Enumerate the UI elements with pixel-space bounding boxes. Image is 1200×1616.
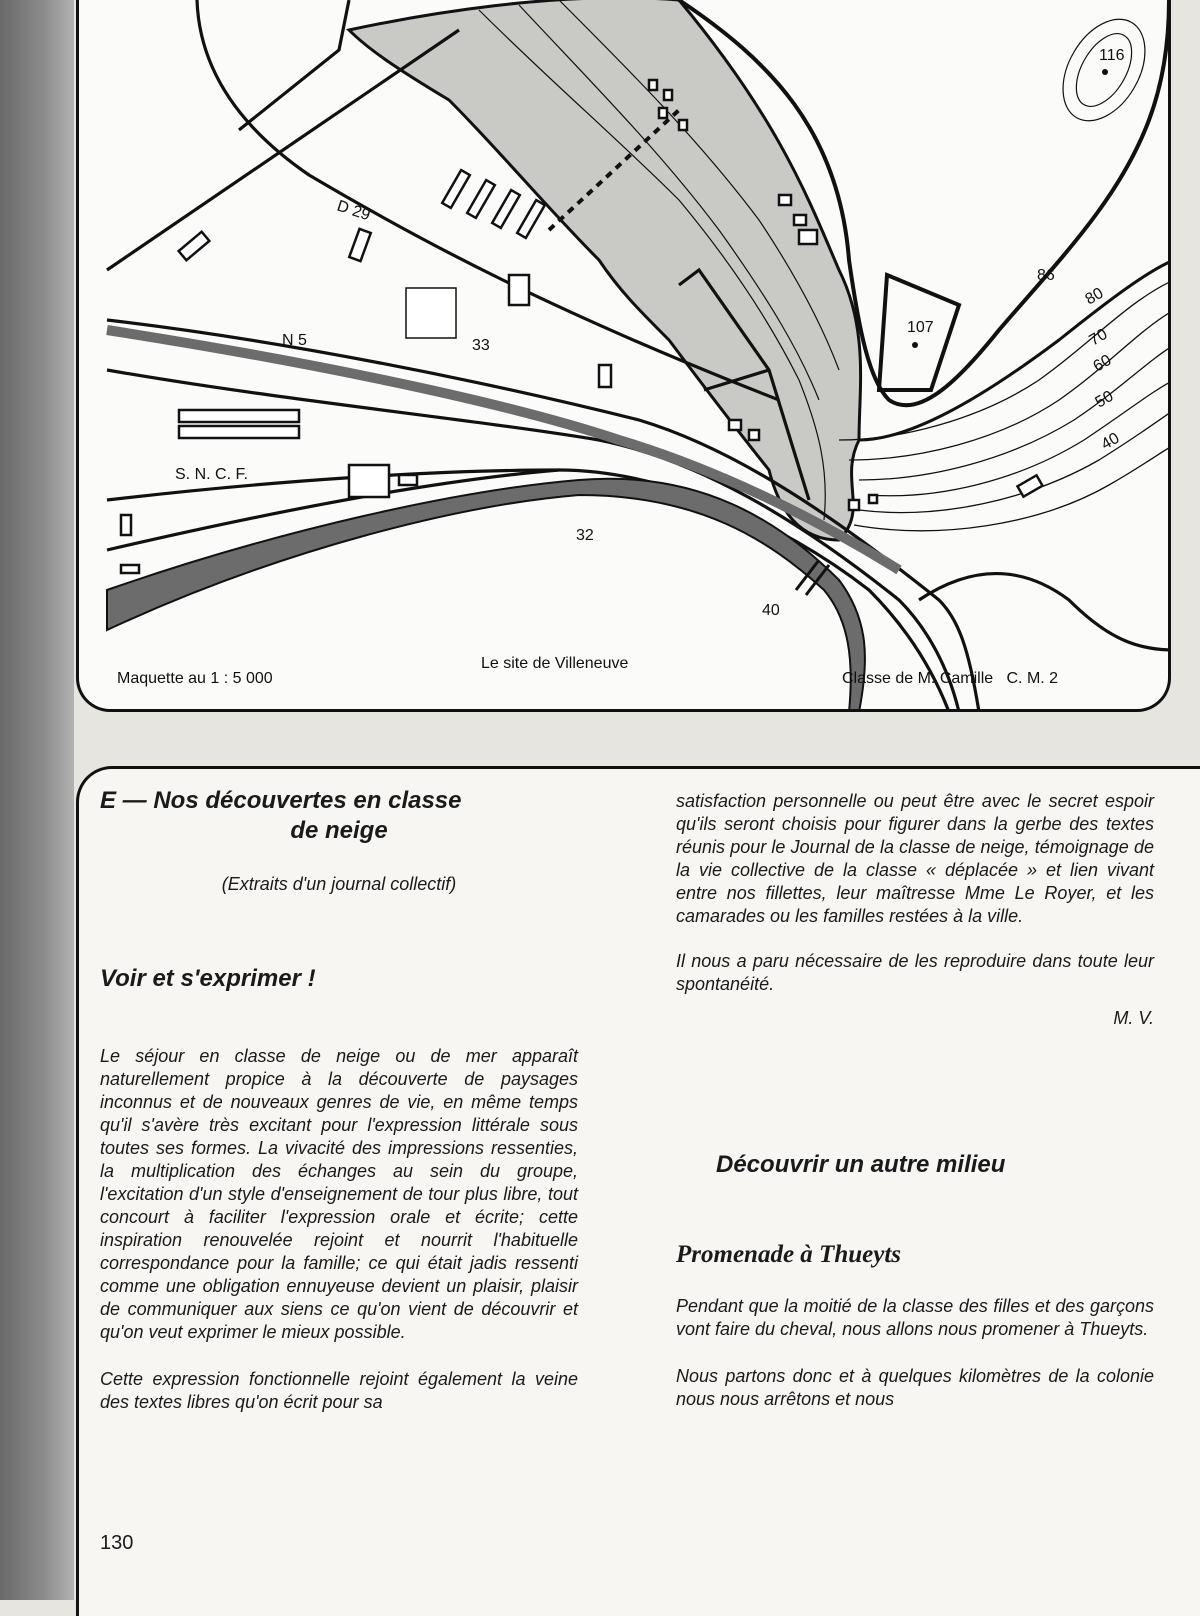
river bbox=[349, 0, 861, 540]
road-label-n5: N 5 bbox=[282, 332, 307, 349]
paragraph-2: Cette expression fonctionnelle rejoint également la veine des textes libres qu'on écrit pour sa bbox=[100, 1369, 578, 1412]
section-subtitle: (Extraits d'un journal collectif) bbox=[221, 874, 457, 894]
paragraph-6: Nous partons donc et à quelques kilomètres de la colonie nous nous arrêtons et nous bbox=[676, 1366, 1154, 1409]
map-site-caption: Le site de Villeneuve bbox=[481, 655, 629, 672]
contour-80: 80 bbox=[1082, 284, 1107, 309]
section-title bbox=[100, 786, 578, 846]
summit-107-dot bbox=[912, 342, 918, 348]
height-116: 116 bbox=[1099, 47, 1125, 64]
right-column bbox=[676, 790, 1154, 1411]
signature: M. V. bbox=[1113, 1008, 1154, 1028]
paragraph-5: Pendant que la moitié de la classe des filles et des garçons vont faire du cheval, nous allons nous promener à Thueyts. bbox=[676, 1296, 1154, 1339]
contour-60: 60 bbox=[1090, 351, 1115, 376]
paragraph-3: satisfaction personnelle ou peut être avec le secret espoir qu'ils seront choisis pour figurer dans la gerbe des textes réunis pour le Journal de la classe de neige, témoignage de la vie collective de la classe « déplacée » et lien vivant entre nos fillettes, leur maîtresse Mme Le Royer, et les camarades ou les familles restées à la ville. bbox=[676, 791, 1154, 926]
station-label: S. N. C. F. bbox=[175, 466, 248, 483]
paragraph-1: Le séjour en classe de neige ou de mer apparaît naturellement propice à la découverte de paysages inconnus et de nouveaux genres de vie, en même temps qu'il s'avère très excitant pour l'expression littérale sous toutes ses formes. La vivacité des impressions ressenties, la multiplication des échanges au sein du groupe, l'excitation d'un style d'enseignement de tour plus libre, tout concourt à faciliter l'expression orale et écrite; cette inspiration renouvelée rejoint et nourrit l'habituelle correspondance pour la famille; ce qui était jadis ressenti comme une obligation ennuyeuse devient un plaisir, plaisir de communiquer aux siens ce qu'on vient de découvrir et qu'on veut exprimer le mieux possible. bbox=[100, 1046, 578, 1342]
height-33: 33 bbox=[472, 337, 490, 354]
villeneuve-map bbox=[79, 0, 1171, 712]
heading-voir: Voir et s'exprimer ! bbox=[100, 965, 316, 992]
height-40: 40 bbox=[762, 602, 780, 619]
paragraph-4: Il nous a paru nécessaire de les reproduire dans toute leur spontanéité. bbox=[676, 951, 1154, 994]
section-title-line2: de neige bbox=[290, 817, 388, 844]
contour-50: 50 bbox=[1092, 387, 1117, 412]
left-margin-strip bbox=[0, 0, 74, 1600]
page-number: 130 bbox=[100, 1532, 134, 1554]
summit-116-dot bbox=[1102, 69, 1108, 75]
contour-70: 70 bbox=[1086, 325, 1111, 350]
left-column bbox=[100, 786, 578, 1414]
heading-promenade: Promenade à Thueyts bbox=[676, 1241, 901, 1268]
hill-contours bbox=[839, 280, 1171, 531]
height-86: 86 bbox=[1037, 267, 1055, 284]
heading-decouvrir: Découvrir un autre milieu bbox=[716, 1151, 1006, 1178]
road-label-d29: D 29 bbox=[334, 197, 373, 225]
height-107: 107 bbox=[907, 319, 934, 336]
map-scale-caption: Maquette au 1 : 5 000 bbox=[117, 670, 273, 687]
map-class-caption: Classe de M. Camille C. M. 2 bbox=[842, 670, 1059, 687]
contour-40: 40 bbox=[1098, 429, 1123, 454]
map-frame bbox=[76, 0, 1171, 712]
height-32: 32 bbox=[576, 527, 594, 544]
section-title-line1: E — Nos découvertes en classe bbox=[100, 787, 462, 814]
